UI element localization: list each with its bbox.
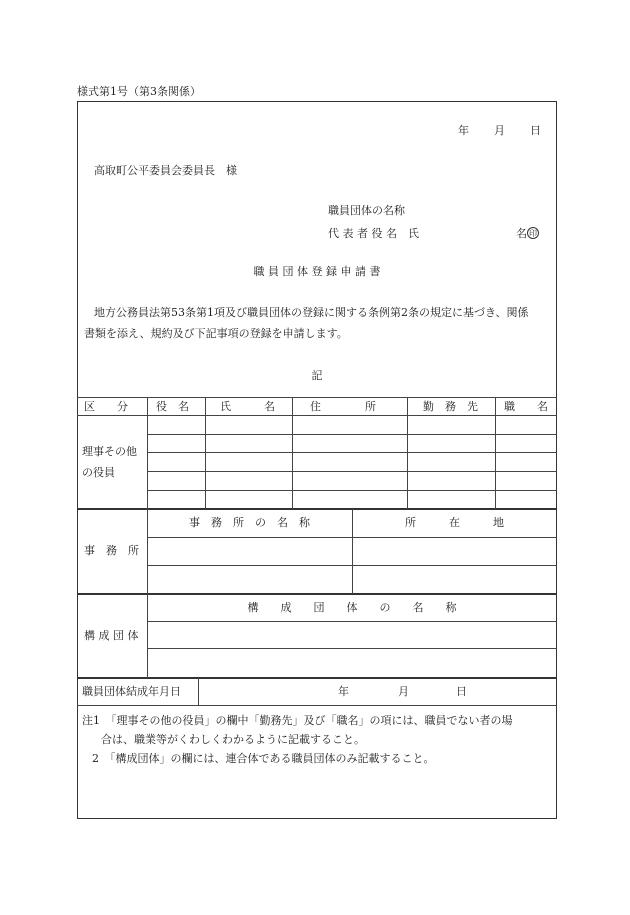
officers-row-label-line2: の役員 [82, 466, 115, 479]
note1-line2: 合は、職業等がくわしくわかるように記載すること。 [101, 733, 365, 746]
note1-line1: 注1 「理事その他の役員」の欄中「勤務先」及び「職名」の項には、職員でない者の場 [82, 714, 513, 727]
officers-col-divider [205, 397, 206, 509]
header-address: 住 所 [310, 400, 376, 413]
formation-month: 月 [398, 685, 409, 698]
office-col-location: 所 在 地 [405, 516, 504, 529]
body-text-line1: 地方公務員法第53条第1項及び職員団体の登録に関する条例第2条の規定に基づき、関係 [94, 306, 529, 319]
formation-date-bottom [77, 705, 557, 706]
office-label: 事 務 所 [84, 544, 139, 557]
name-label: 名 [516, 227, 527, 240]
note2: 2 「構成団体」の欄には、連合体である職員団体のみ記載すること。 [92, 752, 435, 765]
formation-year: 年 [338, 685, 349, 698]
date-year: 年 [458, 124, 469, 137]
officers-col-divider [292, 397, 293, 509]
member-section-bottom [77, 677, 557, 679]
member-col-name: 構 成 団 体 の 名 称 [247, 601, 457, 614]
officers-col-divider [495, 397, 496, 509]
header-job: 職 名 [504, 400, 548, 413]
representative-label: 代 表 者 役 名 氏 [328, 227, 419, 240]
form-number: 様式第1号（第3条関係） [77, 85, 201, 98]
header-name: 氏 名 [220, 400, 275, 413]
member-row-line [147, 648, 557, 649]
member-header-bottom [147, 621, 557, 622]
addressee: 高取町公平委員会委員長 様 [94, 164, 237, 177]
officers-row-label-line1: 理事その他 [82, 445, 137, 458]
ki-heading: 記 [311, 369, 323, 382]
date-month: 月 [494, 124, 505, 137]
header-workplace: 勤 務 先 [423, 400, 478, 413]
formation-date-divider [198, 678, 199, 706]
header-position: 役 名 [156, 400, 189, 413]
header-category: 区 分 [84, 400, 128, 413]
office-section-bottom [77, 593, 557, 595]
org-name-label: 職員団体の名称 [328, 204, 405, 217]
date-day: 日 [530, 124, 541, 137]
member-label: 構 成 団 体 [84, 629, 139, 642]
officers-header-bottom [77, 415, 557, 416]
officers-table-bottom [77, 508, 557, 510]
formation-day: 日 [456, 685, 467, 698]
form-frame [77, 101, 557, 819]
formation-date-label: 職員団体結成年月日 [82, 685, 181, 698]
officers-table-top [77, 397, 557, 398]
officers-col-divider [407, 397, 408, 509]
body-text-line2: 書類を添え、規約及び下記事項の登録を申請します。 [84, 327, 348, 340]
seal-mark: 印 [529, 229, 537, 238]
office-col-name: 事 務 所 の 名 称 [189, 516, 310, 529]
form-title: 職 員 団 体 登 録 申 請 書 [253, 265, 381, 278]
officers-col-divider [147, 397, 148, 509]
